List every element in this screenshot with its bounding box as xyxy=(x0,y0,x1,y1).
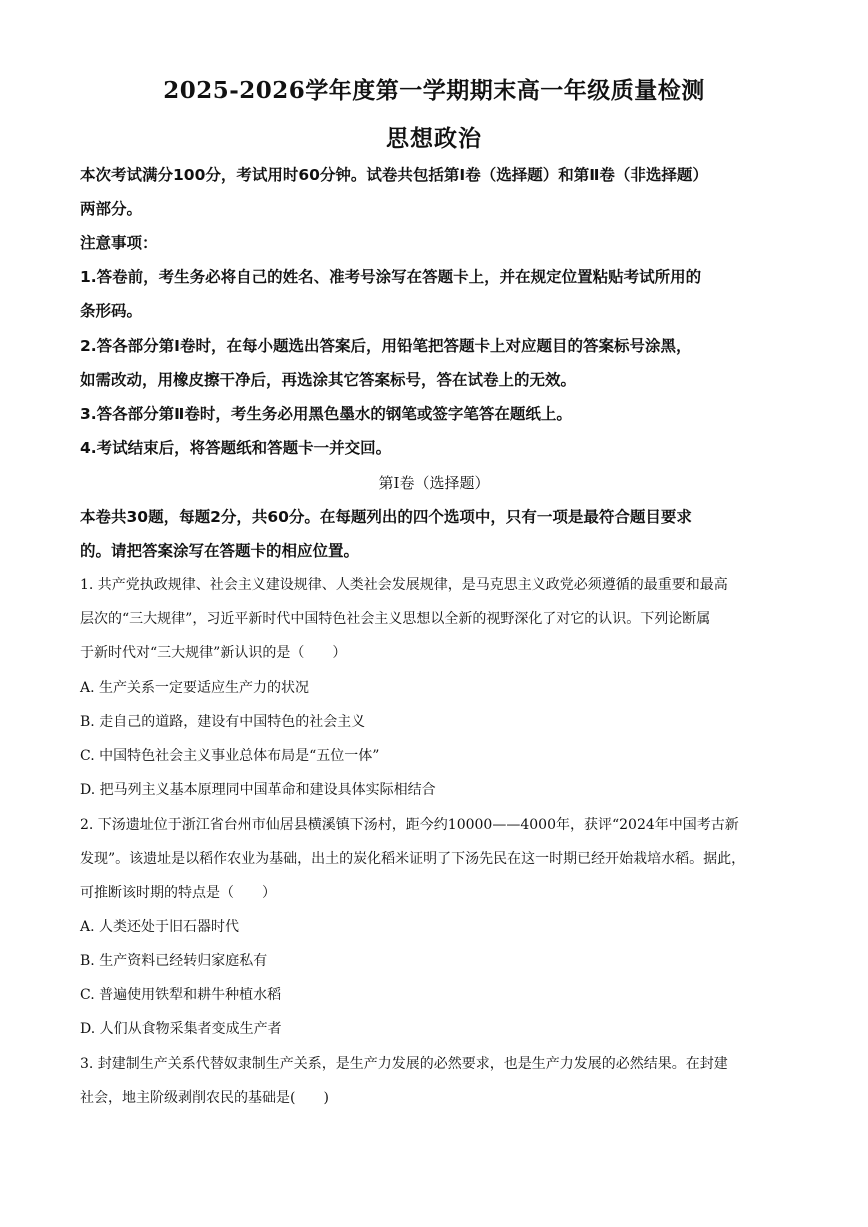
question-2-option-c: C. 普遍使用铁犁和耕牛种植水稻 xyxy=(80,987,282,1003)
note-4: 4.考试结束后，将答题纸和答题卡一并交回。 xyxy=(80,439,392,457)
question-2-line-2: 发现”。该遗址是以稻作农业为基础，出土的炭化稻米证明了下汤先民在这一时期已经开始栽培水稻。据此， xyxy=(80,851,746,867)
question-1-option-c: C. 中国特色社会主义事业总体布局是“五位一体” xyxy=(80,748,380,764)
question-2-option-d: D. 人们从食物采集者变成生产者 xyxy=(80,1021,282,1037)
question-1-option-a: A. 生产关系一定要适应生产力的状况 xyxy=(80,680,310,696)
note-1-line-2: 条形码。 xyxy=(80,302,143,320)
question-2-line-3: 可推断该时期的特点是（ ） xyxy=(80,885,276,901)
question-3-line-1: 3. 封建制生产关系代替奴隶制生产关系，是生产力发展的必然要求，也是生产力发展的必然结果。在封建 xyxy=(80,1056,728,1072)
question-2-option-a: A. 人类还处于旧石器时代 xyxy=(80,919,240,935)
question-3-line-2: 社会，地主阶级剥削农民的基础是( ) xyxy=(80,1090,329,1106)
question-2-option-b: B. 生产资料已经转归家庭私有 xyxy=(80,953,268,969)
subject-title: 思想政治 xyxy=(386,125,482,152)
question-1-line-3: 于新时代对“三大规律”新认识的是（ ） xyxy=(80,645,347,661)
question-1-line-2: 层次的“三大规律”，习近平新时代中国特色社会主义思想以全新的视野深化了对它的认识。下列论断属 xyxy=(80,611,711,627)
notes-heading: 注意事项： xyxy=(80,234,158,252)
intro-line-2: 两部分。 xyxy=(80,200,143,218)
note-1-line-1: 1.答卷前，考生务必将自己的姓名、准考号涂写在答题卡上，并在规定位置粘贴考试所用的 xyxy=(80,268,702,286)
question-1-line-1: 1. 共产党执政规律、社会主义建设规律、人类社会发展规律，是马克思主义政党必须遵循的最重要和最高 xyxy=(80,577,728,593)
section-heading: 第Ⅰ卷（选择题） xyxy=(378,474,490,492)
exam-title: 2025-2026学年度第一学期期末高一年级质量检测 xyxy=(163,77,705,104)
note-2-line-2: 如需改动，用橡皮擦干净后，再选涂其它答案标号，答在试卷上的无效。 xyxy=(80,371,577,389)
question-1-option-b: B. 走自己的道路，建设有中国特色的社会主义 xyxy=(80,714,366,730)
question-2-line-1: 2. 下汤遗址位于浙江省台州市仙居县横溪镇下汤村，距今约10000——4000年，获评“2024年中国考古新 xyxy=(80,817,739,833)
note-3: 3.答各部分第Ⅱ卷时，考生务必用黑色墨水的钢笔或签字笔答在题纸上。 xyxy=(80,405,572,423)
intro-line-1: 本次考试满分100分，考试用时60分钟。试卷共包括第Ⅰ卷（选择题）和第Ⅱ卷（非选择题） xyxy=(80,166,708,184)
question-1-option-d: D. 把马列主义基本原理同中国革命和建设具体实际相结合 xyxy=(80,782,436,798)
section-desc-line-1: 本卷共30题，每题2分，共60分。在每题列出的四个选项中，只有一项是最符合题目要求 xyxy=(80,508,692,526)
note-2-line-1: 2.答各部分第Ⅰ卷时，在每小题选出答案后，用铅笔把答题卡上对应题目的答案标号涂黑， xyxy=(80,337,692,355)
section-desc-line-2: 的。请把答案涂写在答题卡的相应位置。 xyxy=(80,542,360,560)
